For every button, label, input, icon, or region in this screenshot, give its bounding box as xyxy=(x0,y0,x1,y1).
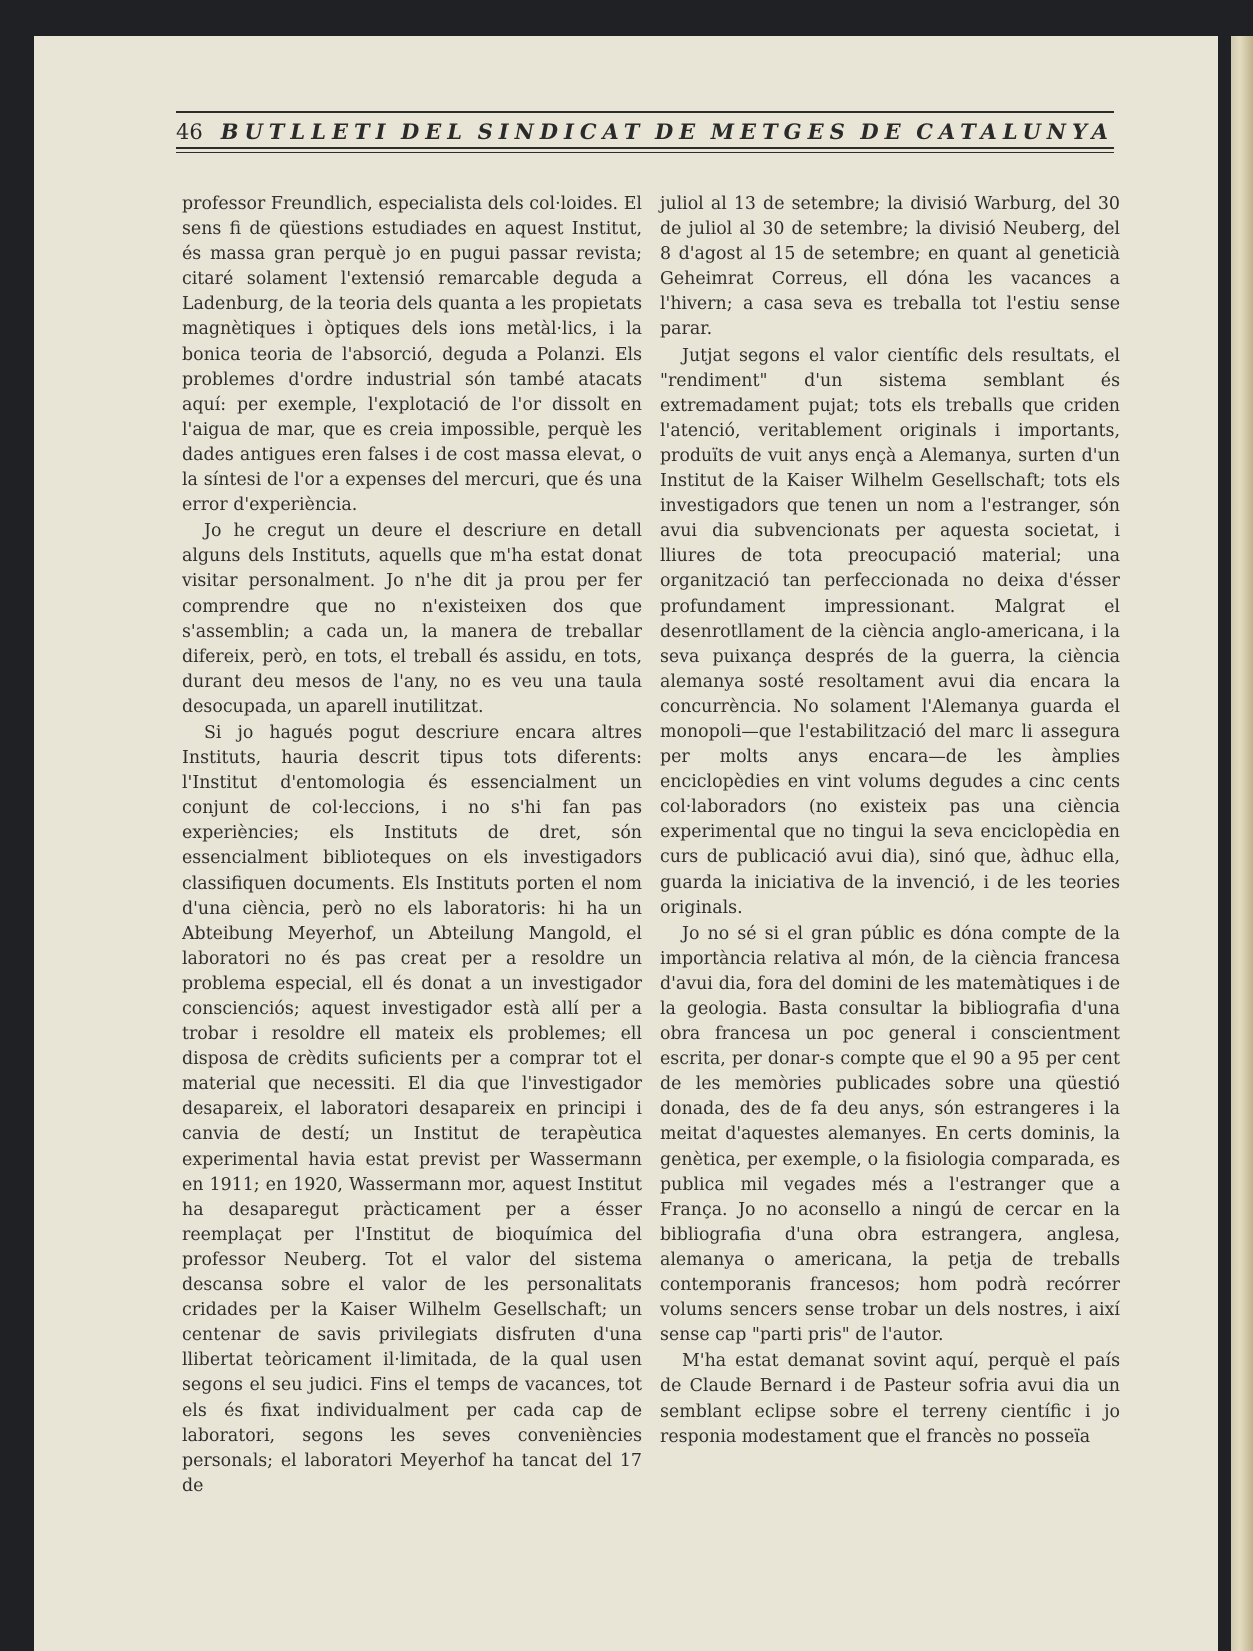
paragraph: professor Freundlich, especialista dels col·loides. El sens fi de qüestions estudiades en aquest Institut, és massa gran perquè jo en pugui passar revista; citaré solament l'extensió remarcable deguda a Ladenburg, de la teoria dels quanta a les propietats magnètiques i òptiques dels ions metàl·lics, i la bonica teoria de l'absorció, deguda a Polanzi. Els problemes d'ordre industrial són també atacats aquí: per exemple, l'explotació de l'or dissolt en l'aigua de mar, que es creia impossible, perquè les dades antigues eren falses i de cost massa elevat, o la síntesi de l'or a expenses del mercuri, que és una error d'experiència. xyxy=(182,194,642,516)
running-header xyxy=(176,111,1114,153)
title-word: SINDICAT xyxy=(477,119,646,144)
paragraph: Jutjat segons el valor científic dels resultats, el "rendiment" d'un sistema semblant és extremadament pujat; tots els treballs que criden l'atenció, veritablement originals i importants, produïts de vuit anys ençà a Alemanya, surten d'un Institut de la Kaiser Wilhelm Gesellschaft; tots els investigadors que tenen un nom a l'estranger, són avui dia subvencionats per aquesta societat, i lliures de tota preocupació material; una organització tan perfeccionada no deixa d'ésser profundament impressionant. Malgrat el desenrotllament de la ciència anglo-americana, i la seva puixança després de la guerra, la ciència alemanya sosté resoltament avui dia encara la concurrència. No solament l'Alemanya guarda el monopoli—que l'estabilització del marc li assegura per molts anys encara—de les àmplies enciclopèdies en vint volums degudes a cinc cents col·laboradors (no existeix pas una ciència experimental que no tingui la seva enciclopèdia en curs de publicació avui dia), sinó que, àdhuc ella, guarda la iniciativa de la invenció, i de les teories originals. xyxy=(660,345,1120,918)
paragraph: juliol al 13 de setembre; la divisió Warburg, del 30 de juliol al 30 de setembre; la divisió Neuberg, del 8 d'agost al 15 de setembre; en quant al geneticià Geheimrat Correus, ell dóna les vacances a l'hivern; a casa seva es treballa tot l'estiu sense parar. xyxy=(660,194,1120,340)
page-number: 46 xyxy=(176,120,203,144)
header-rule-double xyxy=(176,152,1114,153)
title-word: METGES xyxy=(710,119,851,144)
paragraph: Jo he cregut un deure el descriure en detall alguns dels Instituts, aquells que m'ha estat donat visitar personalment. Jo n'he dit ja prou per fer comprendre que no n'existeixen dos que s'assemblin; a cada un, la manera de treballar difereix, però, en tots, el treball és assidu, en tots, durant deu mesos de l'any, no es veu una taula desocupada, un aparell inutilitzat. xyxy=(182,521,642,717)
paragraph: Jo no sé si el gran públic es dóna compte de la importància relativa al món, de la ciència francesa d'avui dia, fora del domini de les matemàtiques i de la geologia. Basta consultar la bibliografia d'una obra francesa un poc general i conscientment escrita, per donar-s compte que el 90 a 95 per cent de les memòries publicades sobre una qüestió donada, des de fa deu anys, són estrangeres i la meitat d'aquestes alemanyes. En certs dominis, la genètica, per exemple, o la fisiologia comparada, es publica mil vegades més a l'estranger que a França. Jo no aconsello a ningú de cercar en la bibliografia d'una obra estrangera, anglesa, alemanya o americana, la petja de treballs contemporanis francesos; hom podrà recórrer volums sencers sense trobar un dels nostres, i així sense cap "parti pris" de l'autor. xyxy=(660,923,1120,1346)
paragraph: Si jo hagués pogut descriure encara altres Instituts, hauria descrit tipus tots diferents: l'Institut d'entomologia és essencialment un conjunt de col·leccions, i no s'hi fan pas experiències; els Instituts de dret, són essencialment biblioteques on els investigadors classifiquen documents. Els Instituts porten el nom d'una ciència, però no els laboratoris: hi ha un Abteibung Meyerhof, un Abteilung Mangold, el laboratori no és pas creat per a resoldre un problema especial, ell és donat a un investigador conscienciós; aquest investigador està allí per a trobar i resoldre ell mateix els problemes; ell disposa de crèdits suficients per a comprar tot el material que necessiti. El dia que l'investigador desapareix, el laboratori desapareix en principi i canvia de destí; un Institut de terapèutica experimental havia estat previst per Wassermann en 1911; en 1920, Wassermann mor, aquest Institut ha desaparegut pràcticament per a ésser reemplaçat per l'Institut de bioquímica del professor Neuberg. Tot el valor del sistema descansa sobre el valor de les personalitats cridades per la Kaiser Wilhelm Gesellschaft; un centenar de savis privilegiats disfruten d'una llibertat teòricament il·limitada, de la qual usen segons el seu judici. Fins el temps de vacances, tot els és fixat individualment per cada cap de laboratori, segons les seves conveniències personals; el laboratori Meyerhof ha tancat del 17 de xyxy=(182,722,642,1496)
title-word: BUTLLETI xyxy=(220,119,392,144)
journal-title xyxy=(221,119,1114,144)
title-word: CATALUNYA xyxy=(916,119,1114,144)
title-word: DE xyxy=(654,119,702,144)
title-word: DEL xyxy=(401,119,469,144)
title-word: DE xyxy=(860,119,907,144)
paragraph: M'ha estat demanat sovint aquí, perquè el país de Claude Bernard i de Pasteur sofria avui dia un semblant eclipse sobre el terreny científic i jo responia modestament que el francès no posseïa xyxy=(660,1351,1120,1447)
right-column xyxy=(660,192,1120,1451)
left-column xyxy=(182,192,642,1500)
book-edge xyxy=(1231,36,1253,1651)
